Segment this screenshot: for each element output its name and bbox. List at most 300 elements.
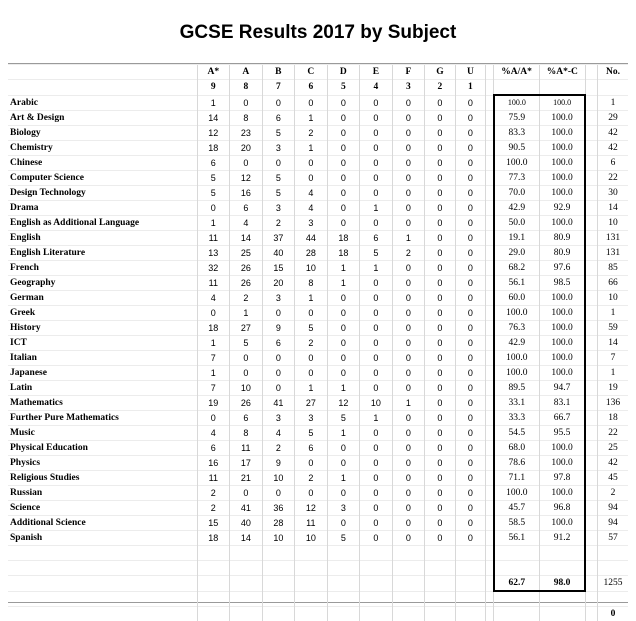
grade-count: 0 — [392, 366, 425, 381]
empty-cell — [486, 246, 494, 261]
pct-a-value: 19.1 — [494, 231, 540, 246]
results-spreadsheet — [8, 63, 628, 603]
number-value: 94 — [597, 501, 628, 516]
empty-cell — [486, 216, 494, 231]
total-pct-c: 98.0 — [539, 576, 585, 592]
grade-count: 5 — [230, 336, 263, 351]
table-row — [8, 336, 628, 351]
empty-cell — [539, 80, 585, 96]
grade-count: 0 — [327, 95, 360, 111]
grade-count: 0 — [455, 95, 485, 111]
empty-cell — [486, 411, 494, 426]
empty-cell — [486, 591, 494, 607]
empty-cell — [486, 291, 494, 306]
grade-count: 1 — [197, 366, 230, 381]
grade-count: 0 — [455, 141, 485, 156]
number-value: 66 — [597, 276, 628, 291]
grade-count: 2 — [197, 501, 230, 516]
table-row — [8, 486, 628, 501]
grade-count: 1 — [327, 471, 360, 486]
grade-count: 7 — [197, 381, 230, 396]
subject-name: Greek — [8, 306, 197, 321]
grade-count: 0 — [425, 201, 455, 216]
grade-count: 1 — [392, 231, 425, 246]
table-row — [8, 456, 628, 471]
points-header: 4 — [360, 80, 393, 96]
grade-count: 0 — [392, 531, 425, 546]
grade-count: 23 — [230, 126, 263, 141]
grade-count: 1 — [197, 95, 230, 111]
grade-count: 3 — [262, 411, 295, 426]
grade-count: 12 — [327, 396, 360, 411]
number-value: 14 — [597, 336, 628, 351]
empty-cell — [327, 546, 360, 561]
grade-count: 0 — [425, 111, 455, 126]
empty-cell — [392, 591, 425, 607]
empty-cell — [230, 561, 263, 576]
empty-cell — [585, 396, 597, 411]
pct-a-value: 68.2 — [494, 261, 540, 276]
grade-count: 28 — [262, 516, 295, 531]
grade-count: 0 — [327, 141, 360, 156]
empty-cell — [197, 576, 230, 592]
grade-count: 0 — [455, 411, 485, 426]
grade-count: 0 — [327, 441, 360, 456]
grade-count: 0 — [392, 426, 425, 441]
final-count: 0 — [597, 607, 628, 621]
table-row — [8, 471, 628, 486]
empty-cell — [585, 411, 597, 426]
grade-count: 20 — [230, 141, 263, 156]
empty-cell — [455, 591, 485, 607]
pct-a-value: 56.1 — [494, 531, 540, 546]
empty-cell — [392, 576, 425, 592]
subject-name: Latin — [8, 381, 197, 396]
pct-c-value: 94.7 — [539, 381, 585, 396]
empty-cell — [486, 111, 494, 126]
number-value: 85 — [597, 261, 628, 276]
grade-count: 10 — [262, 471, 295, 486]
grade-count: 1 — [295, 141, 328, 156]
empty-cell — [585, 80, 597, 96]
empty-cell — [585, 276, 597, 291]
grade-count: 6 — [197, 441, 230, 456]
grade-count: 0 — [455, 111, 485, 126]
grade-count: 0 — [295, 351, 328, 366]
grade-count: 0 — [327, 156, 360, 171]
empty-cell — [585, 171, 597, 186]
grade-count: 9 — [262, 456, 295, 471]
grade-count: 4 — [197, 291, 230, 306]
number-value: 22 — [597, 171, 628, 186]
grade-count: 2 — [295, 126, 328, 141]
grade-count: 27 — [230, 321, 263, 336]
pct-a-value: 68.0 — [494, 441, 540, 456]
grade-count: 0 — [425, 381, 455, 396]
pct-a-value: 100.0 — [494, 95, 540, 111]
subject-name: French — [8, 261, 197, 276]
grade-count: 16 — [230, 186, 263, 201]
empty-cell — [425, 576, 455, 592]
grade-count: 5 — [197, 186, 230, 201]
empty-cell — [486, 186, 494, 201]
empty-cell — [486, 576, 494, 592]
grade-count: 0 — [327, 111, 360, 126]
empty-cell — [486, 441, 494, 456]
subject-name: Spanish — [8, 531, 197, 546]
grade-count: 6 — [230, 201, 263, 216]
grade-count: 18 — [327, 246, 360, 261]
empty-cell — [486, 156, 494, 171]
empty-cell — [262, 591, 295, 607]
empty-cell — [8, 607, 197, 621]
grade-count: 0 — [230, 95, 263, 111]
empty-cell — [585, 321, 597, 336]
grade-count: 7 — [197, 351, 230, 366]
grade-count: 0 — [327, 336, 360, 351]
empty-cell — [486, 336, 494, 351]
header-subject-cell — [8, 80, 197, 96]
grade-count: 0 — [295, 306, 328, 321]
pct-a-header: %A/A* — [494, 65, 540, 80]
grade-count: 0 — [360, 111, 393, 126]
table-row — [8, 321, 628, 336]
pct-c-value: 91.2 — [539, 531, 585, 546]
number-value: 1 — [597, 306, 628, 321]
empty-cell — [360, 607, 393, 621]
subject-name: Physical Education — [8, 441, 197, 456]
grade-count: 0 — [327, 321, 360, 336]
empty-cell — [425, 561, 455, 576]
subject-name: Mathematics — [8, 396, 197, 411]
table-row — [8, 95, 628, 111]
points-header: 8 — [230, 80, 263, 96]
pct-a-value: 29.0 — [494, 246, 540, 261]
empty-cell — [197, 607, 230, 621]
grade-count: 4 — [262, 426, 295, 441]
grade-count: 0 — [327, 486, 360, 501]
grade-count: 0 — [327, 186, 360, 201]
grade-count: 0 — [455, 306, 485, 321]
empty-cell — [585, 501, 597, 516]
grade-count: 2 — [197, 486, 230, 501]
empty-cell — [425, 546, 455, 561]
grade-count: 0 — [360, 156, 393, 171]
grade-count: 28 — [295, 246, 328, 261]
grade-count: 0 — [392, 516, 425, 531]
grade-count: 2 — [295, 471, 328, 486]
grade-count: 0 — [455, 531, 485, 546]
grade-count: 0 — [360, 456, 393, 471]
grade-count: 1 — [360, 261, 393, 276]
empty-cell — [494, 591, 540, 607]
grade-count: 41 — [262, 396, 295, 411]
grade-count: 41 — [230, 501, 263, 516]
empty-cell — [486, 321, 494, 336]
grade-count: 0 — [327, 516, 360, 531]
subject-name: English as Additional Language — [8, 216, 197, 231]
grade-count: 0 — [295, 95, 328, 111]
grade-count: 0 — [425, 261, 455, 276]
empty-cell — [585, 216, 597, 231]
empty-cell — [425, 607, 455, 621]
subject-name: Music — [8, 426, 197, 441]
empty-cell — [486, 276, 494, 291]
grade-count: 1 — [295, 381, 328, 396]
number-value: 6 — [597, 156, 628, 171]
grade-count: 11 — [197, 231, 230, 246]
grade-count: 0 — [455, 396, 485, 411]
empty-cell — [486, 366, 494, 381]
empty-cell — [585, 531, 597, 546]
table-row — [8, 186, 628, 201]
final-row — [8, 607, 628, 621]
grade-count: 1 — [360, 411, 393, 426]
subject-name: Art & Design — [8, 111, 197, 126]
empty-cell — [597, 80, 628, 96]
number-value: 131 — [597, 231, 628, 246]
grade-count: 0 — [360, 291, 393, 306]
pct-c-value: 97.6 — [539, 261, 585, 276]
grade-header: G — [425, 65, 455, 80]
grade-count: 26 — [230, 276, 263, 291]
pct-a-value: 56.1 — [494, 276, 540, 291]
empty-cell — [360, 561, 393, 576]
grade-count: 1 — [327, 261, 360, 276]
grade-count: 0 — [295, 366, 328, 381]
grade-count: 14 — [230, 231, 263, 246]
empty-cell — [585, 471, 597, 486]
subject-name: Design Technology — [8, 186, 197, 201]
grade-count: 0 — [455, 231, 485, 246]
empty-cell — [486, 141, 494, 156]
empty-cell — [585, 306, 597, 321]
table-row — [8, 396, 628, 411]
empty-cell — [585, 65, 597, 80]
pct-c-value: 80.9 — [539, 246, 585, 261]
empty-cell — [197, 546, 230, 561]
number-value: 1 — [597, 95, 628, 111]
grade-count: 5 — [327, 411, 360, 426]
grade-count: 1 — [327, 426, 360, 441]
empty-cell — [486, 231, 494, 246]
pct-c-value: 100.0 — [539, 186, 585, 201]
pct-c-value: 100.0 — [539, 216, 585, 231]
number-value: 14 — [597, 201, 628, 216]
grade-count: 0 — [455, 156, 485, 171]
grade-count: 0 — [455, 336, 485, 351]
grade-count: 0 — [392, 171, 425, 186]
pct-a-value: 76.3 — [494, 321, 540, 336]
pct-a-value: 71.1 — [494, 471, 540, 486]
grade-count: 0 — [197, 306, 230, 321]
empty-cell — [486, 516, 494, 531]
grade-count: 0 — [455, 321, 485, 336]
grade-count: 0 — [425, 171, 455, 186]
empty-cell — [486, 471, 494, 486]
grade-count: 0 — [455, 126, 485, 141]
table-row — [8, 531, 628, 546]
empty-cell — [8, 561, 197, 576]
table-row — [8, 261, 628, 276]
grade-count: 1 — [197, 216, 230, 231]
grade-header: D — [327, 65, 360, 80]
table-row — [8, 141, 628, 156]
pct-a-value: 89.5 — [494, 381, 540, 396]
grade-count: 0 — [425, 291, 455, 306]
grade-count: 10 — [295, 531, 328, 546]
empty-cell — [486, 171, 494, 186]
grade-count: 0 — [197, 411, 230, 426]
empty-cell — [597, 591, 628, 607]
empty-cell — [585, 156, 597, 171]
grade-count: 10 — [262, 531, 295, 546]
empty-cell — [327, 591, 360, 607]
empty-cell — [585, 381, 597, 396]
subject-name: Italian — [8, 351, 197, 366]
empty-cell — [494, 80, 540, 96]
grade-count: 0 — [455, 426, 485, 441]
empty-cell — [585, 366, 597, 381]
pct-a-value: 58.5 — [494, 516, 540, 531]
grade-count: 5 — [327, 531, 360, 546]
empty-cell — [360, 546, 393, 561]
grade-header: B — [262, 65, 295, 80]
table-row — [8, 411, 628, 426]
grade-count: 0 — [360, 95, 393, 111]
grade-count: 0 — [425, 231, 455, 246]
pct-c-value: 100.0 — [539, 111, 585, 126]
pct-a-value: 100.0 — [494, 486, 540, 501]
grade-count: 14 — [197, 111, 230, 126]
page-title: GCSE Results 2017 by Subject — [0, 22, 636, 44]
grade-count: 1 — [230, 306, 263, 321]
grade-count: 5 — [262, 171, 295, 186]
number-value: 22 — [597, 426, 628, 441]
grade-count: 0 — [230, 351, 263, 366]
pct-c-value: 100.0 — [539, 486, 585, 501]
empty-cell — [585, 95, 597, 111]
number-value: 2 — [597, 486, 628, 501]
grade-count: 0 — [360, 531, 393, 546]
grade-count: 21 — [230, 471, 263, 486]
grade-count: 0 — [392, 291, 425, 306]
number-value: 19 — [597, 381, 628, 396]
grade-count: 0 — [262, 486, 295, 501]
pct-c-value: 100.0 — [539, 366, 585, 381]
table-row — [8, 231, 628, 246]
grade-header: A — [230, 65, 263, 80]
grade-count: 0 — [425, 366, 455, 381]
grade-count: 1 — [327, 276, 360, 291]
grade-count: 1 — [295, 111, 328, 126]
grade-count: 0 — [455, 351, 485, 366]
grade-count: 1 — [295, 291, 328, 306]
grade-count: 0 — [425, 126, 455, 141]
pct-a-value: 100.0 — [494, 351, 540, 366]
empty-cell — [455, 546, 485, 561]
empty-cell — [262, 546, 295, 561]
grade-count: 0 — [425, 411, 455, 426]
grade-count: 0 — [360, 426, 393, 441]
number-value: 136 — [597, 396, 628, 411]
grade-count: 2 — [295, 336, 328, 351]
grade-count: 0 — [425, 516, 455, 531]
grade-count: 0 — [392, 321, 425, 336]
number-value: 30 — [597, 186, 628, 201]
number-value: 57 — [597, 531, 628, 546]
grade-count: 0 — [392, 456, 425, 471]
subject-name: Chemistry — [8, 141, 197, 156]
empty-cell — [539, 591, 585, 607]
spacer-row — [8, 546, 628, 561]
grade-count: 4 — [230, 216, 263, 231]
subject-name: Religious Studies — [8, 471, 197, 486]
empty-cell — [455, 561, 485, 576]
grade-count: 0 — [425, 426, 455, 441]
grade-count: 0 — [295, 156, 328, 171]
pct-a-value: 100.0 — [494, 156, 540, 171]
grade-count: 0 — [392, 141, 425, 156]
empty-cell — [486, 201, 494, 216]
grade-count: 11 — [295, 516, 328, 531]
table-row — [8, 246, 628, 261]
pct-c-value: 92.9 — [539, 201, 585, 216]
grade-count: 40 — [262, 246, 295, 261]
grade-count: 15 — [197, 516, 230, 531]
spacer-row — [8, 591, 628, 607]
grade-count: 11 — [230, 441, 263, 456]
subject-name: Physics — [8, 456, 197, 471]
points-header: 6 — [295, 80, 328, 96]
grade-count: 0 — [392, 351, 425, 366]
grade-count: 0 — [455, 261, 485, 276]
grade-count: 27 — [295, 396, 328, 411]
empty-cell — [8, 546, 197, 561]
table-row — [8, 426, 628, 441]
subject-name: German — [8, 291, 197, 306]
grade-count: 0 — [360, 126, 393, 141]
pct-c-value: 100.0 — [539, 306, 585, 321]
number-value: 45 — [597, 471, 628, 486]
grade-count: 0 — [425, 141, 455, 156]
empty-cell — [360, 591, 393, 607]
grade-count: 18 — [197, 531, 230, 546]
empty-cell — [585, 486, 597, 501]
empty-cell — [597, 546, 628, 561]
grade-count: 3 — [262, 141, 295, 156]
pct-c-value: 100.0 — [539, 291, 585, 306]
empty-cell — [486, 607, 494, 621]
grade-count: 9 — [262, 321, 295, 336]
grade-count: 32 — [197, 261, 230, 276]
grade-count: 13 — [197, 246, 230, 261]
grade-count: 0 — [295, 486, 328, 501]
pct-a-value: 54.5 — [494, 426, 540, 441]
grade-count: 0 — [262, 95, 295, 111]
empty-cell — [597, 561, 628, 576]
grade-count: 5 — [295, 321, 328, 336]
grade-count: 6 — [262, 336, 295, 351]
number-value: 10 — [597, 291, 628, 306]
grade-count: 0 — [360, 276, 393, 291]
grade-count: 3 — [262, 201, 295, 216]
empty-cell — [585, 456, 597, 471]
grade-count: 14 — [230, 531, 263, 546]
pct-c-value: 100.0 — [539, 126, 585, 141]
pct-c-value: 95.5 — [539, 426, 585, 441]
grade-count: 0 — [360, 486, 393, 501]
